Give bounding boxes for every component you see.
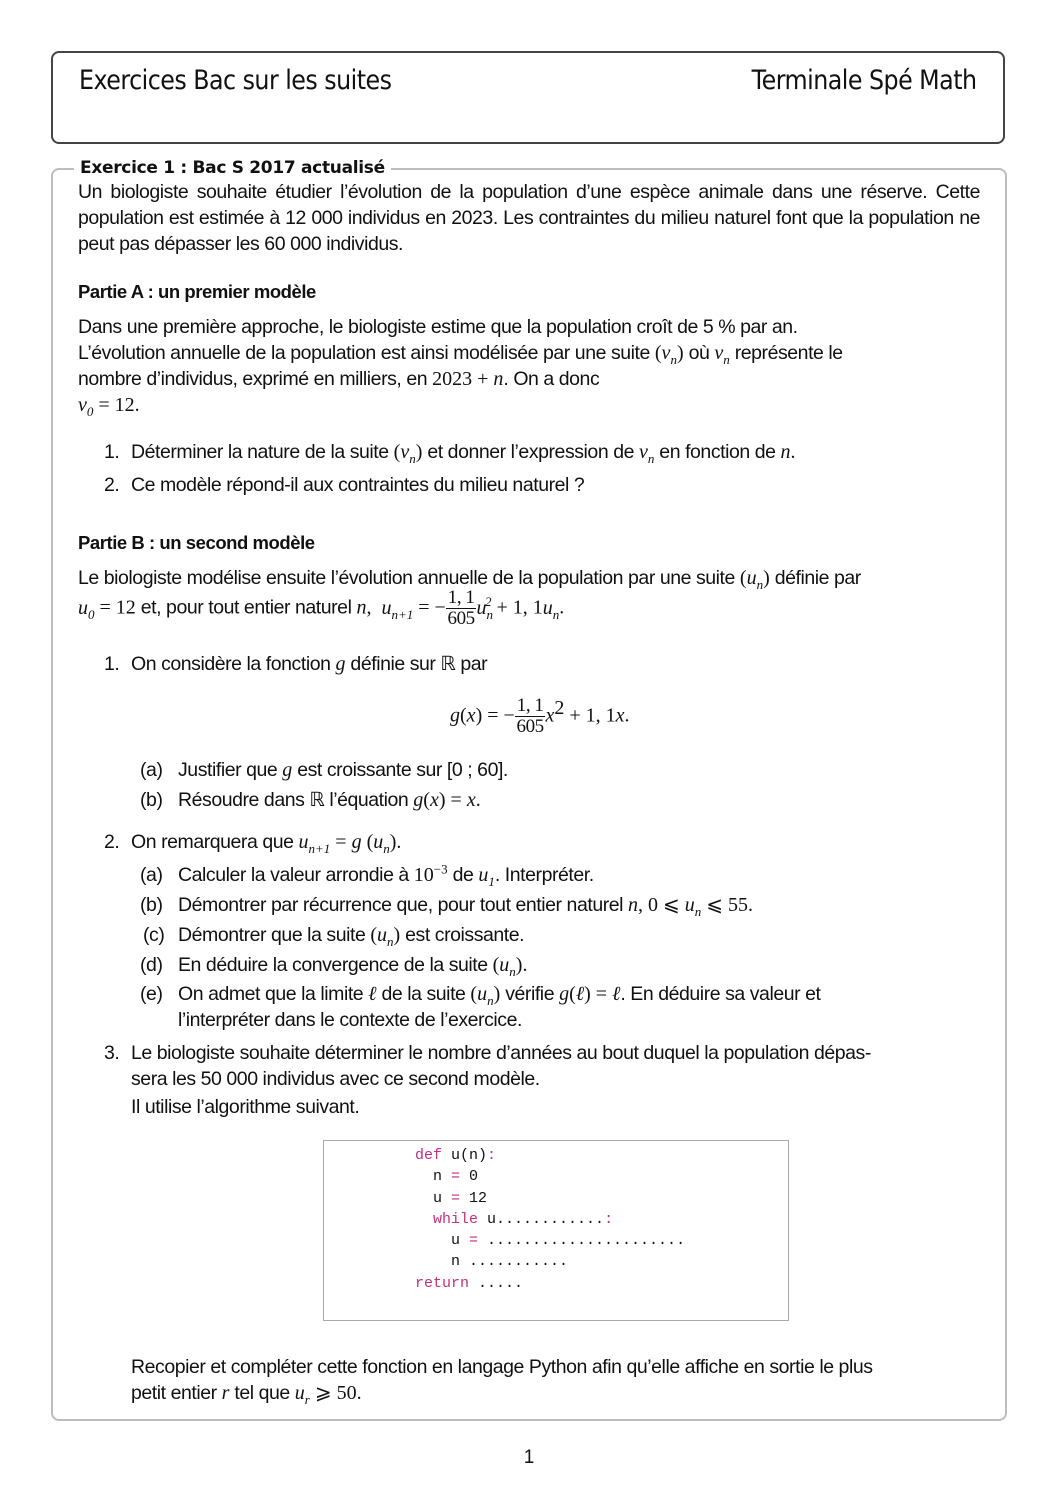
partB-q2c-label: (c) (143, 924, 165, 946)
text: nombre d’individus, exprimé en milliers, en (78, 368, 433, 390)
text: définie sur ℝ par (345, 653, 488, 675)
partB-q3-line3: Il utilise l’algorithme suivant. (131, 1096, 360, 1118)
text: où (683, 342, 715, 364)
class-level: Terminale Spé Math (752, 65, 977, 96)
code-text: 0 (460, 1168, 479, 1186)
list-number: 2. (104, 831, 120, 853)
partA-question-2: Ce modèle répond-il aux contraintes du milieu naturel ? (131, 474, 585, 496)
partB-q3-line1: Le biologiste souhaite déterminer le nombre d’années au bout duquel la population dépas- (131, 1042, 871, 1064)
operator: : (487, 1147, 497, 1164)
text: Le biologiste modélise ensuite l’évolution annuelle de la population par une suite (78, 567, 740, 589)
text: Justifier que (178, 759, 283, 781)
text: tel que (229, 1382, 295, 1404)
text: définie par (769, 567, 861, 589)
document-title: Exercices Bac sur les suites (79, 65, 392, 96)
partB-q2e: On admet que la limite ℓ de la suite $(u_n)$ vérifie g(ℓ) = ℓ. En déduire sa valeur et (178, 983, 821, 1008)
partB-q2b-label: (b) (140, 894, 163, 916)
text: et, pour tout entier naturel (135, 596, 357, 619)
operator: = (451, 1168, 461, 1186)
page-number: 1 (523, 1447, 535, 1468)
text: représente le (729, 342, 843, 364)
frac-den: 605 (447, 608, 475, 629)
text: de (447, 864, 479, 886)
final-instruction-line2: petit entier r tel que $u_r$ ⩾ 50. (131, 1382, 362, 1407)
partB-q1a: Justifier que g est croissante sur [0 ; 60]. (178, 759, 508, 781)
keyword: def (415, 1147, 443, 1164)
partB-question-2: On remarquera que $u_{n+1} = g$ $(u_n)$. (131, 831, 402, 856)
partB-q2e-cont: l’interpréter dans le contexte de l’exercice. (178, 1009, 522, 1031)
text: Déterminer la nature de la suite (131, 441, 394, 463)
text: Calculer la valeur arrondie à (178, 864, 414, 886)
partB-q2a-label: (a) (140, 864, 163, 886)
partB-p2: $u_0 = 12$ et, pour tout entier naturel n, $u_{n+1}$ = − $\frac{1, 1}{605}$ $u_n^2 + 1$, $1u_n$. (78, 587, 565, 629)
partB-q2c: Démontrer que la suite $(u_n)$ est croissante. (178, 924, 525, 949)
partA-p3: nombre d’individus, exprimé en milliers, en 2023 + n. On a donc (78, 368, 600, 390)
keyword: while (433, 1210, 479, 1228)
code-text: n ........... (415, 1253, 569, 1271)
exercise-title: Exercice 1 : Bac S 2017 actualisé (74, 158, 391, 178)
text: . En déduire sa valeur et (620, 983, 821, 1005)
frac-num: 1, 1 (447, 587, 475, 608)
list-number: 3. (104, 1042, 120, 1064)
text: Résoudre dans ℝ l’équation (178, 789, 414, 811)
text: de la suite (376, 983, 471, 1005)
text: est croissante. (400, 924, 525, 946)
text: vérifie (500, 983, 560, 1005)
partB-question-1: On considère la fonction g définie sur ℝ par (131, 653, 488, 675)
list-number: 2. (104, 474, 120, 496)
keyword: return (415, 1274, 470, 1292)
partB-q2d-label: (d) (140, 954, 163, 976)
text: Démontrer par récurrence que, pour tout entier naturel (178, 894, 629, 916)
function-g-equation: g(x) = − $\frac{1, 1}{605}$ $x^2 + 1$, 1x. (450, 695, 630, 737)
partB-q1b-label: (b) (140, 789, 163, 811)
list-number: 1. (104, 653, 120, 675)
partB-q1a-label: (a) (140, 759, 163, 781)
text: . Interpréter. (494, 864, 594, 886)
operator: = (469, 1232, 479, 1250)
code-text: ...................... (478, 1232, 686, 1250)
code-text (415, 1211, 433, 1228)
partB-q3-line2: sera les 50 000 individus avec ce second modèle. (131, 1068, 540, 1090)
fraction (515, 696, 546, 737)
text: Démontrer que la suite (178, 924, 371, 946)
code-text: u(n) (442, 1147, 488, 1164)
frac-num: 1, 1 (516, 695, 544, 716)
partB-q2a: Calculer la valeur arrondie à $10^{-3}$ de $u_1$. Interpréter. (178, 861, 594, 889)
text: On remarquera que (131, 831, 299, 853)
frac-den: 605 (516, 716, 544, 737)
partA-title: Partie A : un premier modèle (78, 281, 316, 302)
list-number: 1. (104, 441, 120, 463)
text: . On a donc (503, 368, 600, 390)
text: est croissante sur [0 ; 60]. (292, 759, 508, 781)
header-box (51, 51, 1005, 144)
partA-p1: Dans une première approche, le biologiste estime que la population croît de 5 % par an. (78, 316, 798, 338)
partB-p1: Le biologiste modélise ensuite l’évolution annuelle de la population par une suite $(u_n)$ définie par (78, 567, 861, 592)
python-code-block (415, 1145, 685, 1294)
text: L’évolution annuelle de la population est ainsi modélisée par une suite (78, 342, 655, 364)
text: en fonction de (654, 441, 781, 463)
partB-title: Partie B : un second modèle (78, 532, 315, 553)
partA-v0: $v_0 = 12$. (78, 394, 140, 419)
operator: : (604, 1210, 614, 1228)
partB-q2b: Démontrer par récurrence que, pour tout entier naturel n, 0 ⩽ $u_n$ ⩽ 55. (178, 894, 754, 919)
final-instruction-line1: Recopier et compléter cette fonction en langage Python afin qu’elle affiche en sortie le plus (131, 1356, 873, 1378)
text: et donner l’expression de (422, 441, 639, 463)
fraction (446, 588, 477, 629)
partA-p2: L’évolution annuelle de la population est ainsi modélisée par une suite $(v_n)$ où $v_n$ représente le (78, 342, 843, 367)
code-text: ..... (469, 1274, 524, 1292)
intro-paragraph: Un biologiste souhaite étudier l’évolution de la population d’une espèce animale dans une réserve. Cette population est estimée à 12 000 individus en 2023. Les contraintes du milieu naturel font que la population ne peut pas dépasser les 60 000 individus. (78, 181, 980, 255)
operator: = (451, 1189, 461, 1207)
text: petit entier (131, 1382, 222, 1404)
text: = 12. (98, 394, 140, 416)
code-text: u............ (478, 1210, 605, 1228)
partB-q2d: En déduire la convergence de la suite $(u_n)$. (178, 954, 528, 979)
code-text: u (415, 1232, 470, 1250)
partB-q1b: Résoudre dans ℝ l’équation g(x) = x. (178, 789, 481, 811)
text: On considère la fonction (131, 653, 336, 675)
text: En déduire la convergence de la suite (178, 954, 493, 976)
code-text: n (415, 1168, 452, 1186)
partA-question-1: Déterminer la nature de la suite $(v_n)$ et donner l’expression de $v_n$ en fonction de n. (131, 441, 796, 466)
code-text: 12 (460, 1189, 488, 1207)
partB-q2e-label: (e) (140, 983, 163, 1005)
text: On admet que la limite (178, 983, 369, 1005)
code-text: u (415, 1189, 452, 1207)
